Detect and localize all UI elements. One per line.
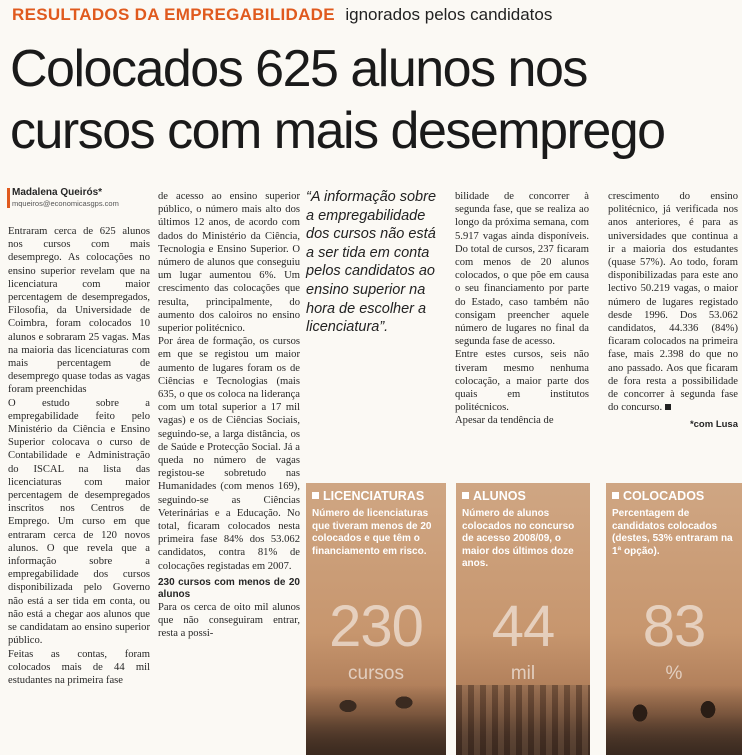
square-bullet-icon (312, 492, 319, 499)
stat-box-licenciaturas (306, 483, 446, 755)
paragraph: Por área de formação, os cursos em que se registou um maior aumento de lugares foram os de Ciências e Tecnologias (mais 635, o que os coloca na liderança com um total superior a 17 mil vagas) e os de Ciências Sociais, seguindo-se, a larga distância, os de Saúde e Protecção Social. Já a queda no número de vagas registou-se sobretudo nas Humanidades (com menos 169), seguindo-se as Ciências Veterinárias e a Educação. No total, ficaram colocados nesta primeira fase 84% dos 53.062 candidatos, contra 81% de colocações registadas em 2007. (158, 336, 300, 572)
byline (12, 187, 152, 208)
stat-box-unit: cursos (348, 663, 404, 684)
stat-box-title (312, 489, 424, 503)
paragraph: bilidade de concorrer à segunda fase, que se realiza ao longo da próxima semana, com 5.917 vagas ainda disponíveis. Do total de cursos, 237 ficaram com menos de 20 alunos colocados, o que põe em causa o seu financiamento por parte do Estado, caso também não consigam preencher aquele número de lugares no final da segunda fase de acesso. (455, 191, 589, 348)
stat-box-alunos (456, 483, 590, 755)
stat-box-value: 83 (642, 594, 706, 659)
headline: Colocados 625 alunos nos cursos com mais desemprego (10, 40, 665, 160)
article-subhead: 230 cursos com menos de 20 alunos (158, 576, 300, 600)
stat-box-description: Número de alunos colocados no concurso de acesso 2008/09, o maior dos últimos doze anos. (462, 508, 575, 569)
square-bullet-icon (612, 492, 619, 499)
stat-box-title (462, 489, 526, 503)
students-photo (606, 685, 742, 755)
section-sublabel: ignorados pelos candidatos (345, 5, 553, 24)
paragraph: Entraram cerca de 625 alunos nos cursos com mais desemprego. As colocações no ensino superior revelam que na licenciatura com maior percentagem de desempregados, Filosofia, da Universidade de Coimbra, foram colocados 10 alunos e sobraram 25 vagas. Mas na maioria das licenciaturas com mais percentagem de desemprego quase todas as vagas foram preenchidas (8, 226, 150, 396)
stat-box-title (612, 489, 704, 503)
paragraph: Entre estes cursos, seis não tiveram mesmo nenhuma colocação, a maior parte dos quais em institutos politécnicos. (455, 349, 589, 414)
paragraph: Feitas as contas, foram colocados mais de 44 mil estudantes na primeira fase (8, 648, 150, 686)
square-bullet-icon (462, 492, 469, 499)
byline-email: mqueiros@economicasgps.com (12, 199, 119, 208)
stat-box-colocados (606, 483, 742, 755)
stat-box-unit: % (665, 663, 683, 684)
graduates-photo (306, 685, 446, 755)
stat-box-unit: mil (510, 663, 536, 684)
paragraph: Apesar da tendência de (455, 415, 554, 427)
section-kicker (12, 5, 734, 27)
stat-box-title-text: COLOCADOS (623, 489, 705, 503)
byline-author: Madalena Queirós* (12, 187, 103, 198)
byline-accent-bar (7, 188, 10, 208)
article-column-5 (608, 190, 738, 458)
stat-box-value: 230 (329, 594, 423, 659)
classroom-photo (456, 685, 590, 755)
article-column-2 (158, 190, 300, 753)
stat-box-value: 44 (491, 594, 555, 659)
paragraph-text: crescimento do ensino politécnico, já verificada nos anos anteriores, é para as universidades que continua a ir a maioria dos estudantes (quase 57%). Ao todo, foram disponibilizadas para este ano lectivo 50.219 vagas, o maior número de lugares registado desde 1996. Dos 53.062 candidatos, 44.336 (84%) ficaram colocados na primeira fase, mais 2.398 do que no ano passado. Aos que ficaram de fora resta a possibilidade de concorrer à segunda fase do concurso. (608, 191, 738, 414)
stat-box-description: Número de licenciaturas que tiveram menos de 20 colocados e que têm o financiamento em risco. (312, 508, 432, 557)
stat-box-title-text: LICENCIATURAS (323, 489, 425, 503)
paragraph: Para os cerca de oito mil alunos que não conseguiram entrar, resta a possi- (158, 601, 300, 640)
paragraph: de acesso ao ensino superior público, o número mais alto dos últimos 12 anos, de acordo com dados do Ministério da Ciência, Tecnologia e Ensino Superior. O número de alunos que conseguiu um lugar aumentou 6%. Um crescimento das colocações que resulta, principalmente, do aumento dos caloiros no ensino superior politécnico. (158, 191, 300, 335)
pull-quote: “A informação sobre a empregabilidade dos cursos não está a ser tida em conta pelos candidatos ao ensino superior na hora de escolher a licenciatura”. (306, 189, 437, 336)
article-column-1 (8, 225, 150, 753)
credit: *com Lusa (689, 419, 738, 431)
end-mark-icon (665, 404, 671, 410)
stat-box-title-text: ALUNOS (473, 489, 526, 503)
section-label: RESULTADOS DA EMPREGABILIDADE (12, 5, 335, 24)
paragraph: O estudo sobre a empregabilidade feito pelo Ministério da Ciência e Ensino Superior colocava o curso de Contabilidade e Administração do ISCAL na lista das licenciaturas com maior percentagem de desempregados inscritos nos Centros de Emprego. Um curso em que entraram cerca de 120 novos alunos. O que revela que a informação sobre a empregabilidade dos cursos disponibilizada pelo Governo não está a ser tida em conta, ou não está a chegar aos alunos que se candidatam ao ensino superior público. (8, 397, 150, 647)
stat-box-description: Percentagem de candidatos colocados (destes, 53% entraram na 1ª opção). (612, 508, 733, 557)
article-column-4 (455, 190, 589, 462)
paragraph (608, 190, 738, 414)
